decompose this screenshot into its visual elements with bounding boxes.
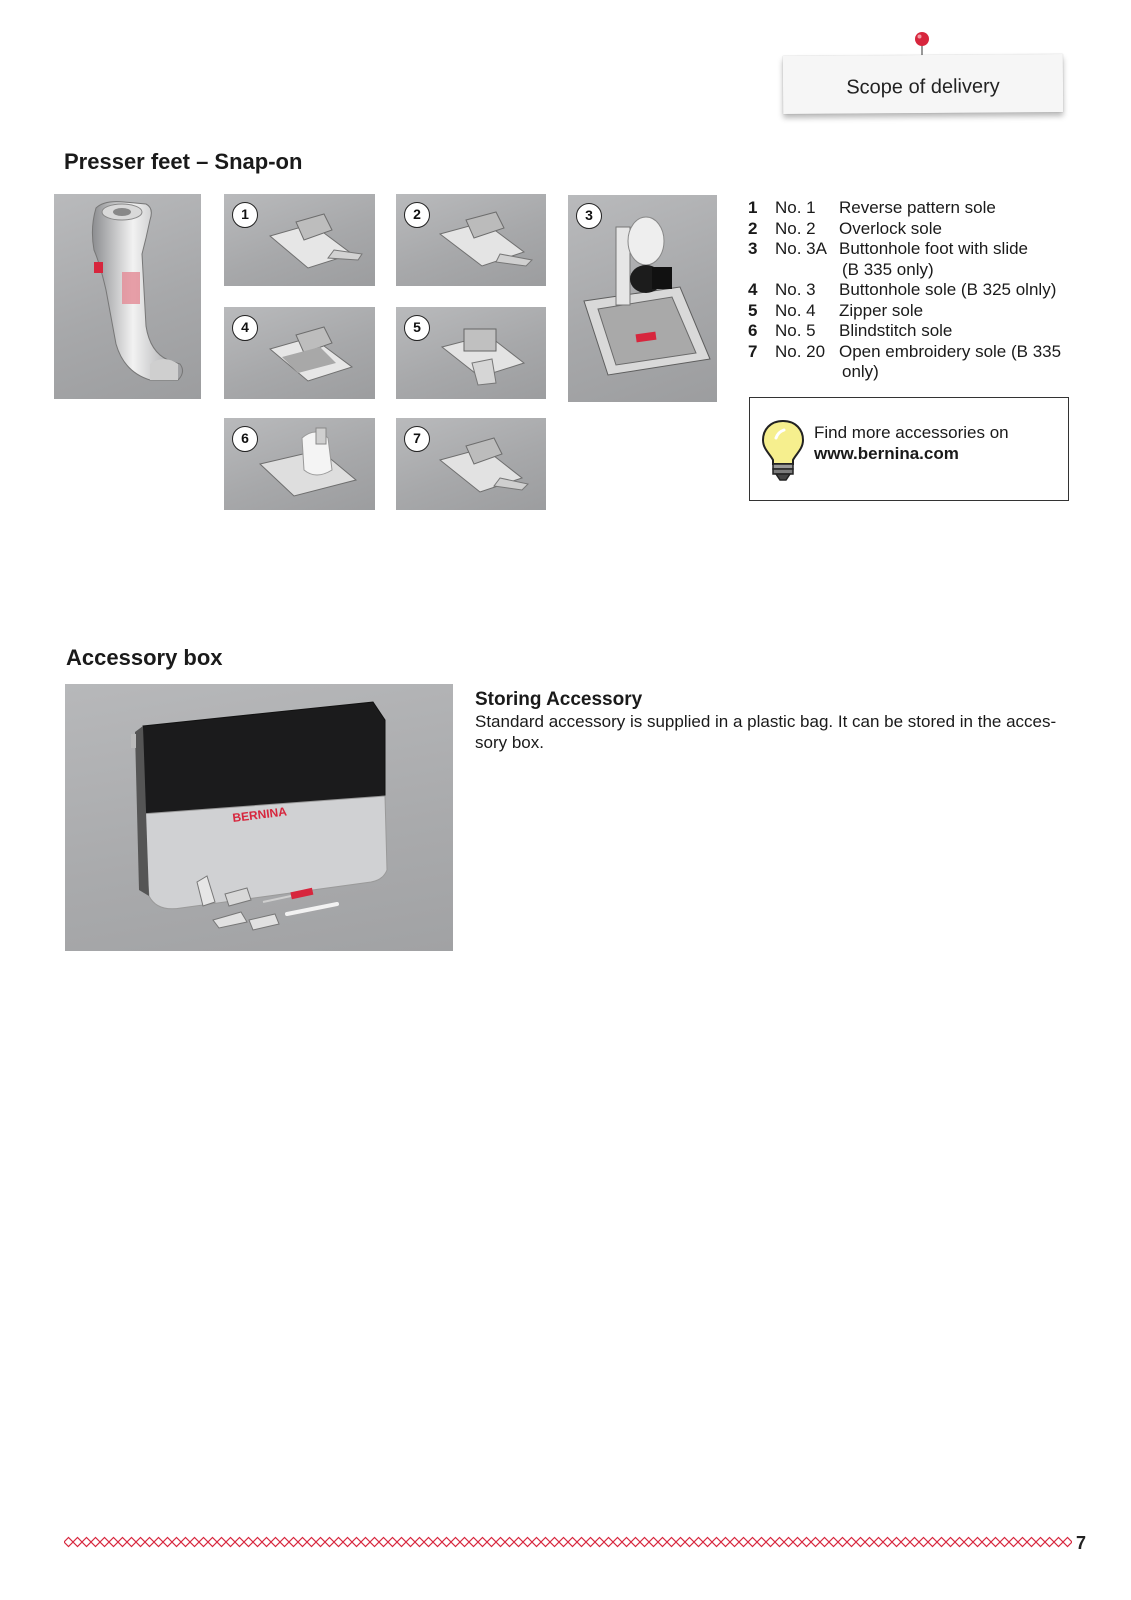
item-number: No. 5 <box>775 321 816 340</box>
list-item <box>748 301 1088 322</box>
list-item <box>748 219 1088 240</box>
presser-foot-tile-2 <box>396 194 546 286</box>
storing-text: Standard accessory is supplied in a plastic bag. It can be stored in the acces-sory box. <box>475 712 1057 752</box>
lightbulb-icon <box>760 418 806 482</box>
decorative-footer-border <box>64 1536 1072 1548</box>
item-number: No. 3 <box>775 280 816 299</box>
presser-foot-tile-7 <box>396 418 546 510</box>
presser-foot-tile-6 <box>224 418 375 510</box>
presser-foot-shank-photo <box>54 194 201 399</box>
storing-accessory-block <box>475 689 1065 753</box>
presser-feet-heading: Presser feet – Snap-on <box>64 149 303 174</box>
list-item <box>748 280 1088 301</box>
item-index: 1 <box>748 198 758 217</box>
item-number: No. 2 <box>775 218 816 238</box>
list-item <box>748 342 1088 383</box>
list-item <box>748 321 1088 342</box>
item-description-line: Open embroidery sole (B 335 <box>839 341 1062 361</box>
item-index: 3 <box>748 239 758 258</box>
item-description <box>839 342 1088 383</box>
presser-foot-tile-1 <box>224 194 375 286</box>
item-number: No. 1 <box>775 198 816 217</box>
presser-foot-tile-3 <box>568 195 717 402</box>
tile-number-badge: 1 <box>232 202 258 228</box>
tile-number-badge: 2 <box>404 202 430 228</box>
tip-box <box>749 397 1069 501</box>
item-index: 4 <box>748 280 758 299</box>
section-tab <box>783 54 1063 114</box>
item-index: 7 <box>748 341 758 361</box>
presser-foot-tile-5 <box>396 307 546 399</box>
presser-feet-list <box>748 198 1088 383</box>
bernina-logo: BERNINA <box>231 804 288 825</box>
tile-number-badge: 6 <box>232 426 258 452</box>
tile-number-badge: 7 <box>404 426 430 452</box>
item-description: Overlock sole <box>839 218 942 238</box>
item-index: 2 <box>748 218 758 238</box>
list-item <box>748 239 1088 280</box>
tip-link[interactable]: www.bernina.com <box>814 444 959 463</box>
accessory-box-photo <box>65 684 453 951</box>
item-index: 5 <box>748 300 758 320</box>
tile-number-badge: 3 <box>576 203 602 229</box>
item-number: No. 3A <box>775 239 827 258</box>
tip-text: Find more accessories on <box>814 423 1009 442</box>
list-item <box>748 198 1088 219</box>
page-number: 7 <box>1076 1533 1087 1553</box>
item-description: Reverse pattern sole <box>839 198 996 217</box>
tile-number-badge: 4 <box>232 315 258 341</box>
item-description-line: Buttonhole foot with slide <box>839 239 1029 258</box>
item-description <box>839 239 1088 280</box>
item-description-continuation: only) <box>842 362 879 381</box>
item-number: No. 4 <box>775 300 816 320</box>
item-description: Buttonhole sole (B 325 olnly) <box>839 280 1057 299</box>
tile-number-badge: 5 <box>404 315 430 341</box>
presser-foot-tile-4 <box>224 307 375 399</box>
storing-title: Storing Accessory <box>475 689 643 710</box>
accessory-box-heading: Accessory box <box>66 645 223 670</box>
item-description: Blindstitch sole <box>839 321 953 340</box>
section-tab-label: Scope of delivery <box>846 75 1000 99</box>
item-description-continuation: (B 335 only) <box>842 259 934 279</box>
item-description: Zipper sole <box>839 300 924 320</box>
item-number: No. 20 <box>775 341 826 361</box>
tip-text-block <box>814 422 1009 464</box>
item-index: 6 <box>748 321 758 340</box>
